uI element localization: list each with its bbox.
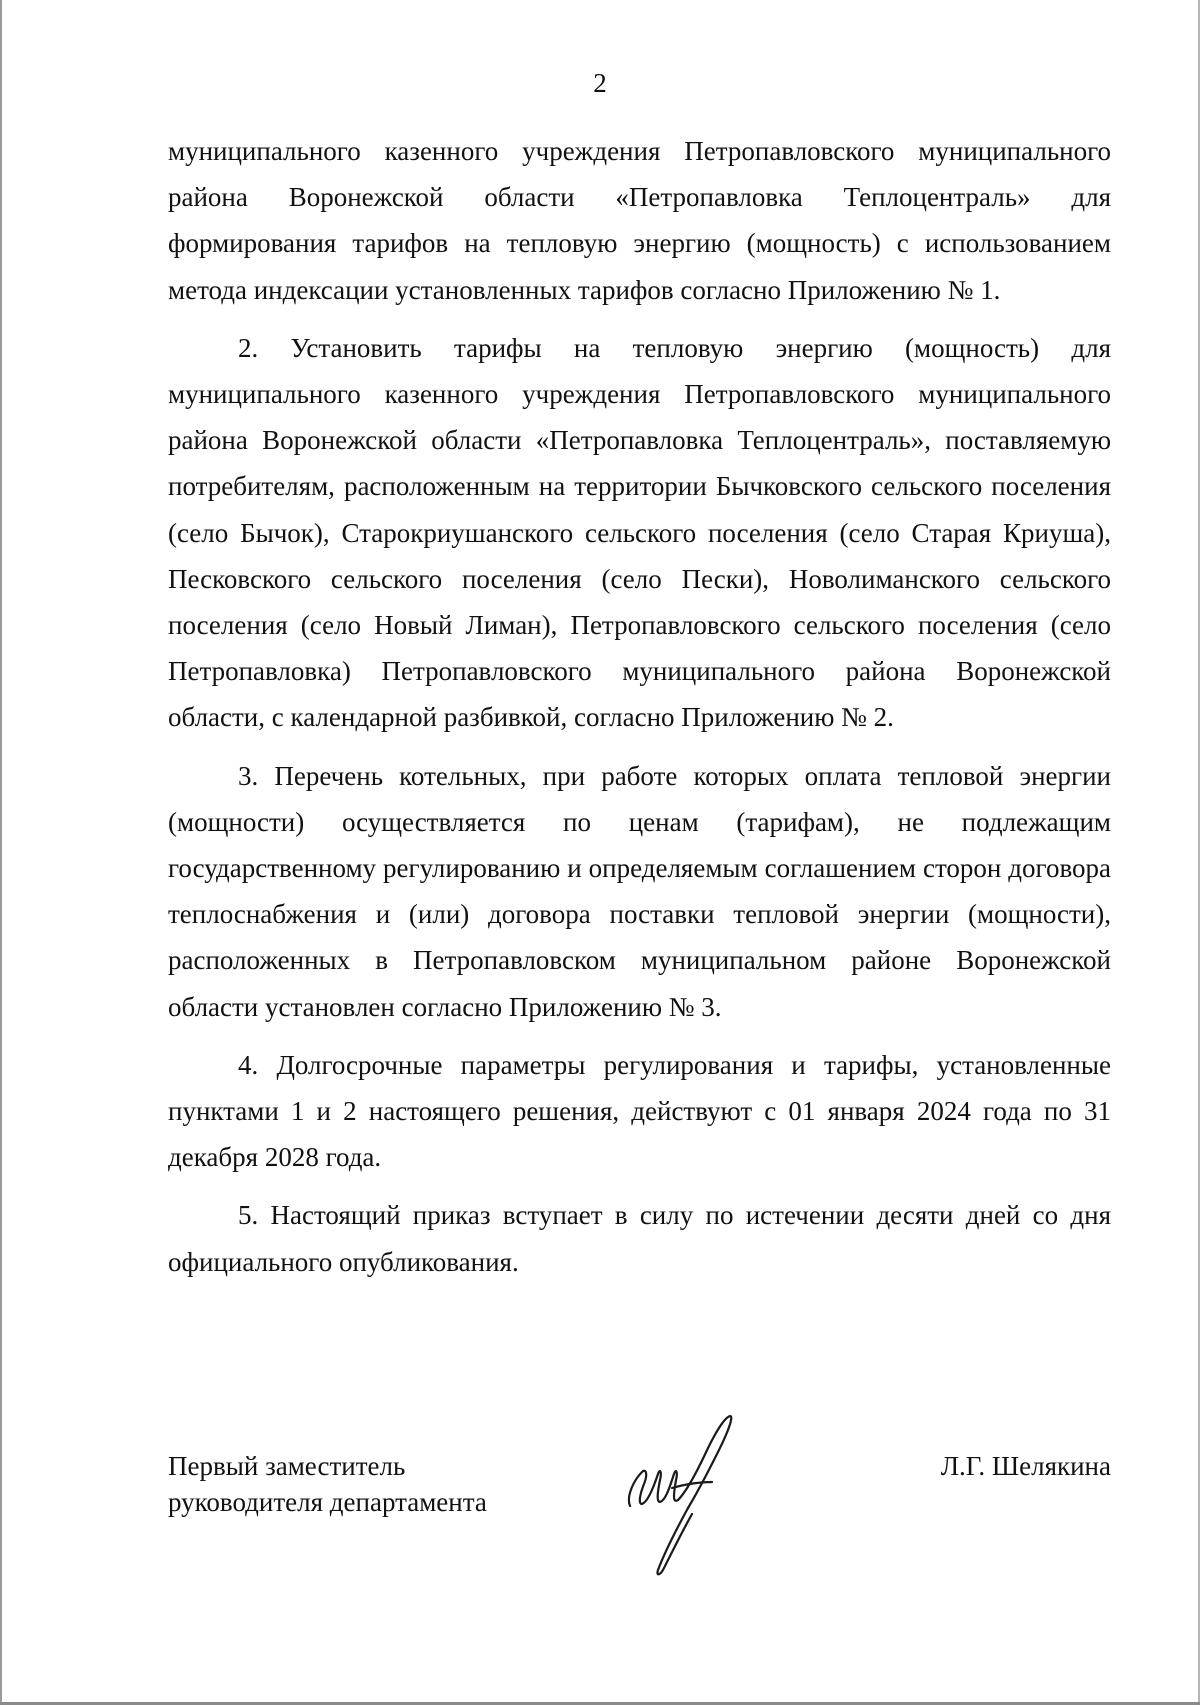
scan-edge-left bbox=[0, 0, 2, 1705]
signatory-position-line-2: руководителя департамента bbox=[168, 1487, 487, 1517]
page-number: 2 bbox=[593, 68, 607, 98]
signatory-position bbox=[168, 1448, 487, 1520]
signatory-position-line-1: Первый заместитель bbox=[168, 1451, 406, 1481]
signatory-name: Л.Г. Шелякина bbox=[940, 1451, 1111, 1481]
paragraph-3: 3. Перечень котельных, при работе которых оплата тепловой энергии (мощности) осуществляется по ценам (тарифам), не подлежащим государственному регулированию и определяемым соглашением сторон договора теплоснабжения и (или) договора поставки тепловой энергии (мощности), расположенных в Петропавловском муниципальном районе Воронежской области установлен согласно Приложению № 3. bbox=[168, 760, 1111, 1022]
signature-block bbox=[168, 1448, 1111, 1608]
paragraph-1-continuation: муниципального казенного учреждения Петропавловского муниципального района Воронежской области «Петропавловка Теплоцентраль» для формирования тарифов на тепловую энергию (мощность) с использованием метода индексации установленных тарифов согласно Приложению № 1. bbox=[168, 136, 1111, 305]
handwritten-signature-icon bbox=[608, 1408, 758, 1583]
paragraph-5: 5. Настоящий приказ вступает в силу по истечении десяти дней со дня официального опубликования. bbox=[168, 1200, 1111, 1277]
paragraph-4: 4. Долгосрочные параметры регулирования и тарифы, установленные пунктами 1 и 2 настоящего решения, действуют с 01 января 2024 года по 31 декабря 2028 года. bbox=[168, 1049, 1111, 1173]
paragraph-2: 2. Установить тарифы на тепловую энергию (мощность) для муниципального казенного учреждения Петропавловского муниципального района Воронежской области «Петропавловка Теплоцентраль», поставляемую потребителям, расположенным на территории Бычковского сельского поселения (село Бычок), Старокриушанского сельского поселения (село Старая Криуша), Песковского сельского поселения (село Пески), Новолиманского сельского поселения (село Новый Лиман), Петропавловского сельского поселения (село Петропавловка) Петропавловского муниципального района Воронежской области, с календарной разбивкой, согласно Приложению № 2. bbox=[168, 332, 1111, 733]
document-body bbox=[168, 128, 1111, 1297]
